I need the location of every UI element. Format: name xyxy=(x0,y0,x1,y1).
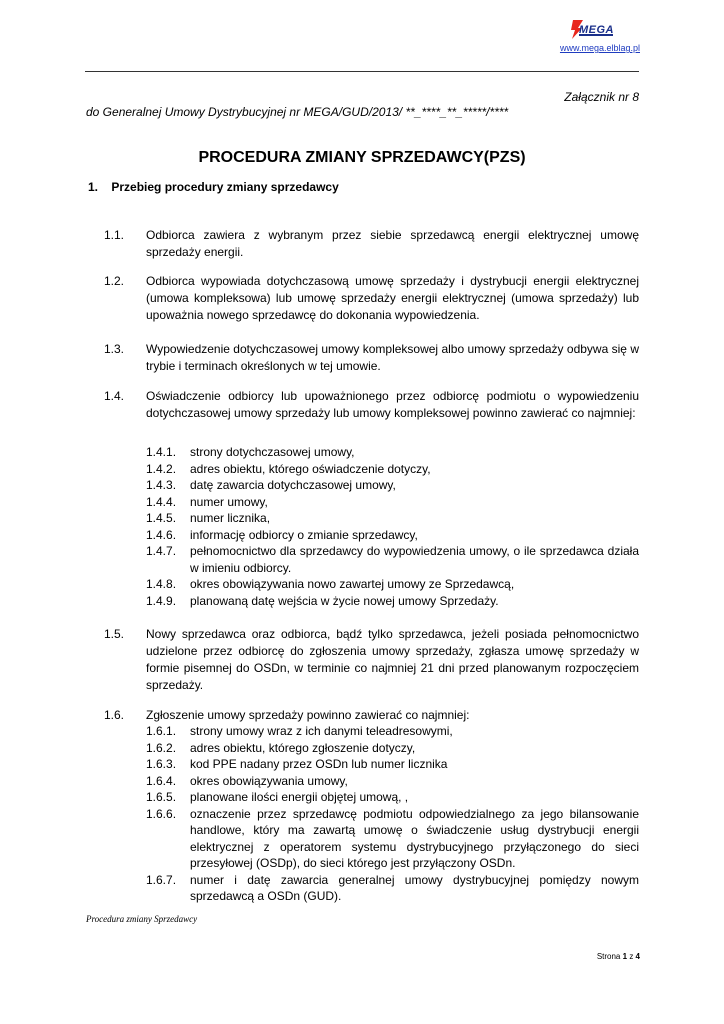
list-item-text: datę zawarcia dotychczasowej umowy, xyxy=(190,478,396,492)
list-item-text: oznaczenie przez sprzedawcę podmiotu odpowiedzialnego za jego bilansowanie handlowe, który ma zawartą umowę o świadczenie usług dystrybucji energii elektrycznej z operatorem systemu dystrybucyjnego przyłączonego do sieci przesyłowej (OSDp), do sieci którego jest przyłączony OSDn. xyxy=(190,806,639,870)
item-text: Wypowiedzenie dotychczasowej umowy kompleksowej albo umowy sprzedaży odbywa się w trybie i terminach określonych w tej umowie. xyxy=(146,342,639,373)
logo-text: MEGA xyxy=(579,24,614,36)
list-item xyxy=(146,543,639,576)
sublist-1-4 xyxy=(146,444,639,609)
list-item xyxy=(146,527,639,544)
item-text: Oświadczenie odbiorcy lub upoważnionego przez odbiorcę podmiotu o wypowiedzeniu dotychczasowej umowy sprzedaży lub umowy kompleksowej powinno zawierać co najmniej: xyxy=(146,389,639,420)
list-item-number: 1.4.8. xyxy=(146,577,177,591)
list-item-number: 1.6.4. xyxy=(146,773,177,788)
list-item-text: pełnomocnictwo dla sprzedawcy do wypowiedzenia umowy, o ile sprzedawca działa w imieniu odbiorcy. xyxy=(190,544,639,575)
list-item-number: 1.4.3. xyxy=(146,478,177,492)
list-item-number: 1.6.2. xyxy=(146,740,177,755)
page-label: Strona xyxy=(596,952,621,961)
item-text: Zgłoszenie umowy sprzedaży powinno zawierać co najmniej: xyxy=(146,708,470,722)
item-text: Nowy sprzedawca oraz odbiorca, bądź tylko sprzedawca, jeżeli posiada pełnomocnictwo udzielone przez odbiorcę do zgłoszenia umowy sprzedaży, zgłasza umowę sprzedaży w formie pisemnej do OSDn, w terminie co najmniej 21 dni przed planowanym rozpoczęciem sprzedaży. xyxy=(146,627,639,692)
page-current: 1 xyxy=(622,952,628,961)
list-item-text: informację odbiorcy o zmianie sprzedawcy, xyxy=(190,527,418,542)
list-item-text: numer umowy, xyxy=(190,494,268,509)
list-item xyxy=(146,756,639,773)
list-item-number: 1.6.5. xyxy=(146,790,177,804)
list-item xyxy=(146,740,639,757)
list-item-number: 1.6.6. xyxy=(146,806,177,821)
list-item xyxy=(146,723,639,740)
list-item xyxy=(146,477,639,494)
website-link[interactable]: www.mega.elblag.pl xyxy=(559,43,640,53)
list-item-number: 1.6.3. xyxy=(146,757,177,771)
list-item-text: adres obiektu, którego zgłoszenie dotyczy, xyxy=(190,740,416,755)
list-item xyxy=(146,773,639,790)
item-number: 1.5. xyxy=(104,627,125,641)
list-item xyxy=(146,806,639,872)
item-number: 1.2. xyxy=(104,274,125,288)
mega-logo xyxy=(567,18,615,40)
list-item-number: 1.6.7. xyxy=(146,872,177,887)
list-item-text: planowaną datę wejścia w życie nowej umowy Sprzedaży. xyxy=(190,593,499,608)
list-item-number: 1.4.4. xyxy=(146,494,177,509)
page-total: 4 xyxy=(635,952,640,961)
list-item-number: 1.4.1. xyxy=(146,445,177,459)
list-item-number: 1.4.7. xyxy=(146,544,177,558)
item-number: 1.4. xyxy=(104,389,125,403)
list-item xyxy=(146,593,639,610)
section-number: 1. xyxy=(88,180,99,194)
item-text: Odbiorca zawiera z wybranym przez siebie sprzedawcą energii elektrycznej umowę sprzedaży energii. xyxy=(146,228,639,259)
header-divider xyxy=(85,71,639,72)
page-number xyxy=(597,952,640,961)
list-item xyxy=(146,461,639,478)
item-number: 1.3. xyxy=(104,342,125,356)
list-item-text: adres obiektu, którego oświadczenie dotyczy, xyxy=(190,461,431,476)
section-heading xyxy=(88,180,339,194)
list-item xyxy=(146,510,639,527)
page-separator: z xyxy=(629,952,634,961)
list-item-number: 1.4.5. xyxy=(146,511,177,525)
footer-doc-title: Procedura zmiany Sprzedawcy xyxy=(86,914,198,924)
list-item xyxy=(146,872,639,905)
list-item-text: kod PPE nadany przez OSDn lub numer licznika xyxy=(190,757,448,771)
list-item xyxy=(146,494,639,511)
list-item-text: okres obowiązywania nowo zawartej umowy ze Sprzedawcą, xyxy=(190,577,515,591)
list-item-text: strony umowy wraz z ich danymi teleadresowymi, xyxy=(190,724,453,738)
list-item-text: okres obowiązywania umowy, xyxy=(190,773,348,788)
sublist-1-6 xyxy=(146,723,639,905)
page-title: PROCEDURA ZMIANY SPRZEDAWCY(PZS) xyxy=(198,149,526,166)
list-item-number: 1.4.2. xyxy=(146,461,177,476)
contract-reference: do Generalnej Umowy Dystrybucyjnej nr MEGA/GUD/2013/ **_****_**_*****/**** xyxy=(86,105,509,119)
attachment-label: Załącznik nr 8 xyxy=(564,90,639,104)
list-item-text: numer i datę zawarcia generalnej umowy dystrybucyjnej pomiędzy nowym sprzedawcą a OSDn (GUD). xyxy=(190,872,639,903)
list-item-number: 1.6.1. xyxy=(146,724,177,738)
list-item-text: planowane ilości energii objętej umową, , xyxy=(190,790,409,804)
list-item xyxy=(146,576,639,593)
item-number: 1.1. xyxy=(104,228,125,242)
list-item-number: 1.4.6. xyxy=(146,527,177,542)
list-item xyxy=(146,444,639,461)
list-item-text: numer licznika, xyxy=(190,511,271,525)
item-text: Odbiorca wypowiada dotychczasową umowę sprzedaży i dystrybucji energii elektrycznej (umowa kompleksowa) lub umowę sprzedaży energii elektrycznej (umowa sprzedaży) lub upoważnia nowego sprzedawcę do dokonania wypowiedzenia. xyxy=(146,274,639,322)
list-item-text: strony dotychczasowej umowy, xyxy=(190,445,355,459)
item-number: 1.6. xyxy=(104,708,125,722)
list-item-number: 1.4.9. xyxy=(146,593,177,608)
list-item xyxy=(146,789,639,806)
section-title: Przebieg procedury zmiany sprzedawcy xyxy=(111,180,339,194)
